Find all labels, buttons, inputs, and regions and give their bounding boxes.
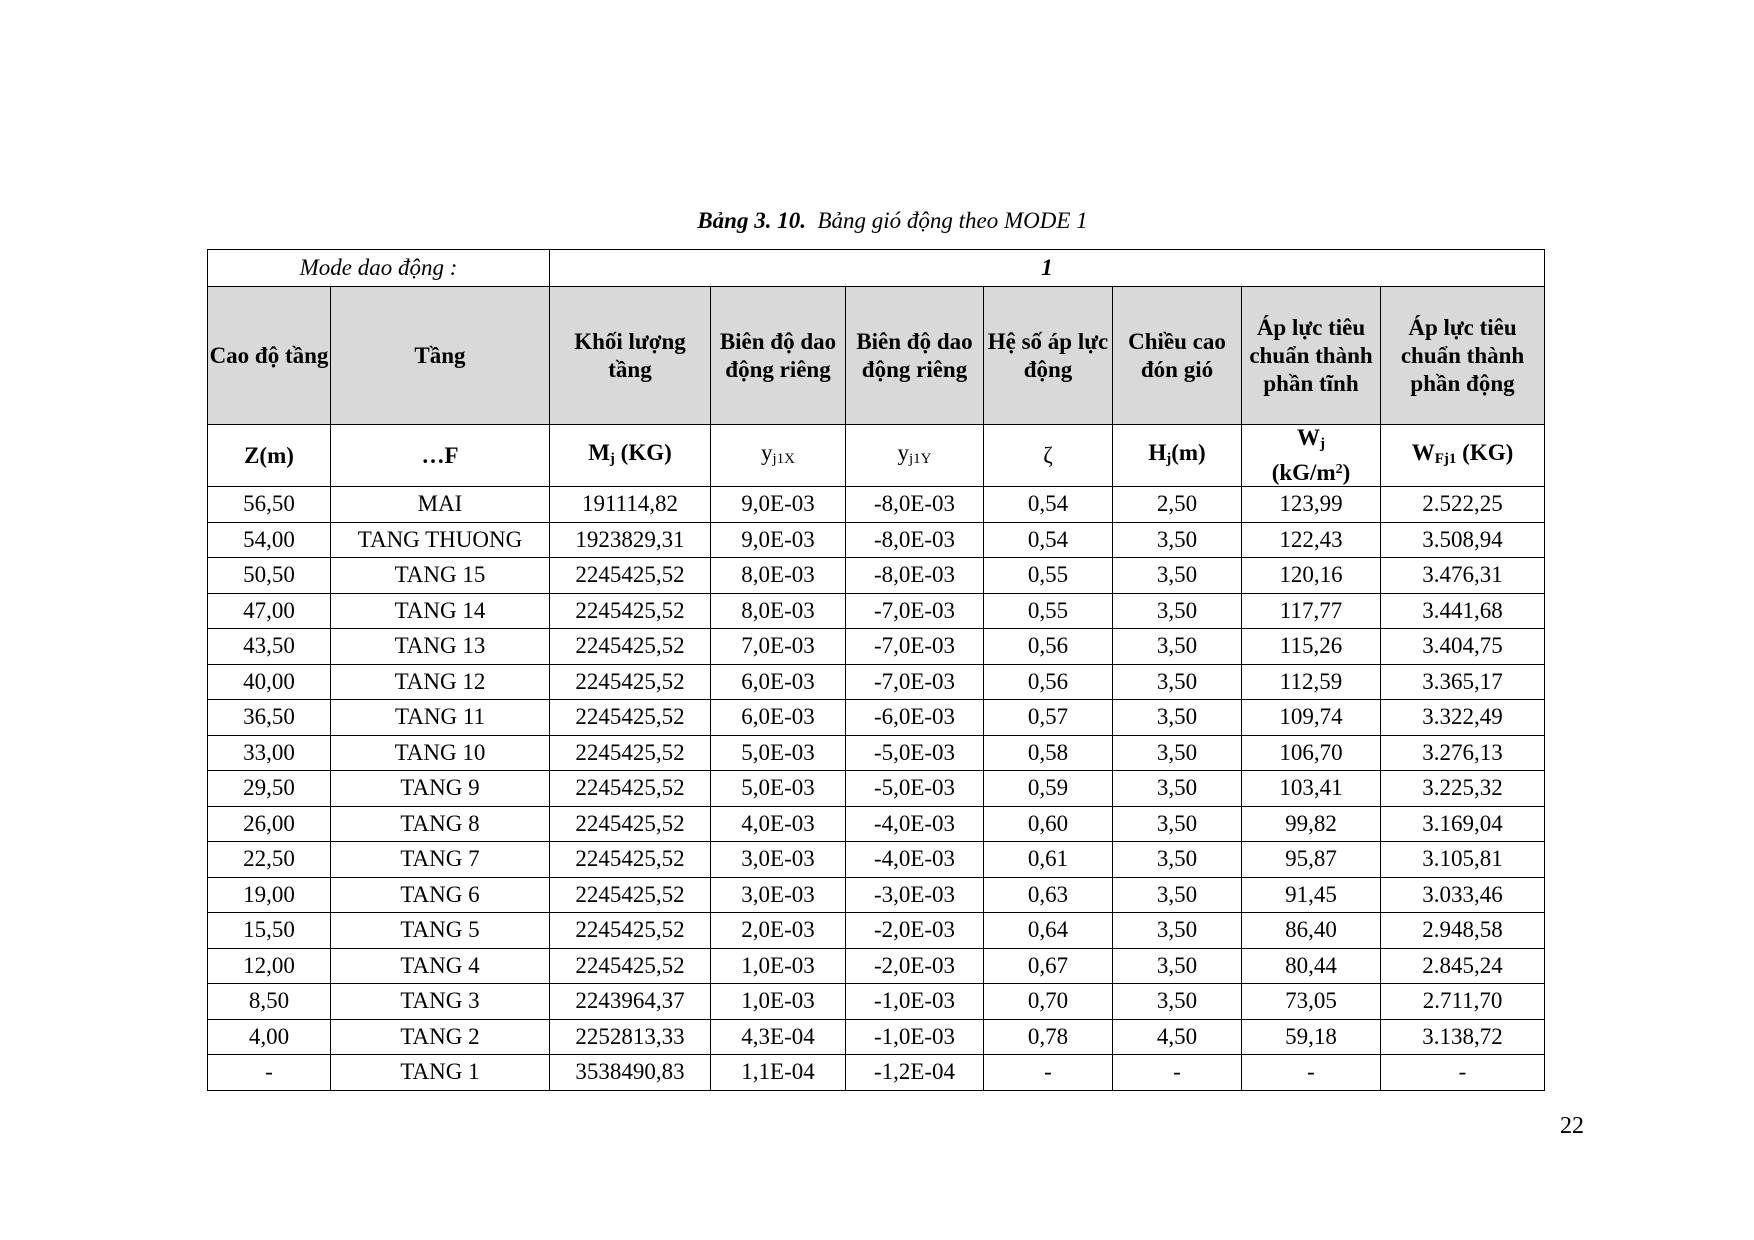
table-cell: - — [1113, 1055, 1242, 1091]
table-cell: 106,70 — [1242, 735, 1381, 771]
table-cell: 0,56 — [984, 664, 1113, 700]
table-cell: 86,40 — [1242, 913, 1381, 949]
table-cell: 2245425,52 — [550, 629, 711, 665]
table-cell: 2243964,37 — [550, 984, 711, 1020]
table-cell: -5,0E-03 — [846, 735, 984, 771]
table-body — [208, 487, 1545, 1091]
header-cell: Cao độ tầng — [208, 287, 331, 425]
table-cell: -8,0E-03 — [846, 522, 984, 558]
table-cell: 2245425,52 — [550, 842, 711, 878]
table-row — [208, 806, 1545, 842]
table-cell: 50,50 — [208, 558, 331, 594]
table-cell: TANG 12 — [331, 664, 550, 700]
header-row — [208, 287, 1545, 425]
table-cell: 1923829,31 — [550, 522, 711, 558]
table-cell: 4,00 — [208, 1019, 331, 1055]
table-cell: TANG 6 — [331, 877, 550, 913]
symbol-w-dynamic: $W_{Fj1}$ (KG) — [1381, 425, 1545, 487]
table-cell: TANG 3 — [331, 984, 550, 1020]
table-cell: 4,50 — [1113, 1019, 1242, 1055]
table-cell: 56,50 — [208, 487, 331, 523]
table-cell: TANG 10 — [331, 735, 550, 771]
table-cell: 0,70 — [984, 984, 1113, 1020]
table-cell: 0,67 — [984, 948, 1113, 984]
table-cell: 3.169,04 — [1381, 806, 1545, 842]
table-cell: 2.845,24 — [1381, 948, 1545, 984]
table-cell: 2252813,33 — [550, 1019, 711, 1055]
header-cell: Biên độ dao động riêng — [711, 287, 846, 425]
table-cell: -8,0E-03 — [846, 558, 984, 594]
table-cell: 117,77 — [1242, 593, 1381, 629]
table-row — [208, 948, 1545, 984]
table-cell: 0,60 — [984, 806, 1113, 842]
table-cell: 0,63 — [984, 877, 1113, 913]
table-cell: -4,0E-03 — [846, 806, 984, 842]
table-cell: 2245425,52 — [550, 806, 711, 842]
table-cell: 3.322,49 — [1381, 700, 1545, 736]
table-cell: 3538490,83 — [550, 1055, 711, 1091]
symbol-z: Z(m) — [208, 425, 331, 487]
table-cell: 3,50 — [1113, 948, 1242, 984]
table-cell: 3.365,17 — [1381, 664, 1545, 700]
table-cell: 8,50 — [208, 984, 331, 1020]
header-cell: Áp lực tiêu chuẩn thành phần tĩnh — [1242, 287, 1381, 425]
table-cell: TANG 14 — [331, 593, 550, 629]
table-cell: 2.522,25 — [1381, 487, 1545, 523]
table-cell: -6,0E-03 — [846, 700, 984, 736]
table-row — [208, 913, 1545, 949]
table-cell: TANG 4 — [331, 948, 550, 984]
table-row — [208, 735, 1545, 771]
table-cell: 2245425,52 — [550, 948, 711, 984]
table-cell: TANG 13 — [331, 629, 550, 665]
table-cell: 9,0E-03 — [711, 522, 846, 558]
table-cell: - — [208, 1055, 331, 1091]
table-cell: 3.441,68 — [1381, 593, 1545, 629]
table-cell: - — [984, 1055, 1113, 1091]
table-cell: 109,74 — [1242, 700, 1381, 736]
table-cell: 33,00 — [208, 735, 331, 771]
table-cell: 3,50 — [1113, 664, 1242, 700]
table-cell: 26,00 — [208, 806, 331, 842]
symbol-row — [208, 425, 1545, 487]
table-cell: TANG 11 — [331, 700, 550, 736]
table-cell: -4,0E-03 — [846, 842, 984, 878]
table-cell: 3.276,13 — [1381, 735, 1545, 771]
table-cell: - — [1242, 1055, 1381, 1091]
table-cell: 6,0E-03 — [711, 700, 846, 736]
table-cell: 120,16 — [1242, 558, 1381, 594]
table-cell: TANG THUONG — [331, 522, 550, 558]
table-cell: 6,0E-03 — [711, 664, 846, 700]
table-cell: 4,0E-03 — [711, 806, 846, 842]
table-cell: -2,0E-03 — [846, 913, 984, 949]
table-row — [208, 593, 1545, 629]
table-row — [208, 487, 1545, 523]
symbol-height: $H_j(m)$ — [1113, 425, 1242, 487]
table-cell: TANG 15 — [331, 558, 550, 594]
symbol-mass: $M_j$ (KG) — [550, 425, 711, 487]
table-cell: -2,0E-03 — [846, 948, 984, 984]
table-row — [208, 629, 1545, 665]
table-cell: -1,0E-03 — [846, 1019, 984, 1055]
table-cell: 3,50 — [1113, 558, 1242, 594]
table-row — [208, 842, 1545, 878]
table-cell: 3,50 — [1113, 806, 1242, 842]
mode-row — [208, 250, 1545, 287]
table-cell: 2245425,52 — [550, 735, 711, 771]
table-cell: TANG 8 — [331, 806, 550, 842]
table-cell: 95,87 — [1242, 842, 1381, 878]
table-cell: 3,0E-03 — [711, 842, 846, 878]
table-cell: 1,0E-03 — [711, 984, 846, 1020]
table-cell: TANG 7 — [331, 842, 550, 878]
mode-label: Mode dao động : — [208, 250, 550, 287]
table-cell: 54,00 — [208, 522, 331, 558]
table-cell: 0,54 — [984, 522, 1113, 558]
table-cell: TANG 9 — [331, 771, 550, 807]
table-cell: TANG 2 — [331, 1019, 550, 1055]
table-cell: 3,50 — [1113, 522, 1242, 558]
table-cell: 0,57 — [984, 700, 1113, 736]
mode-value: 1 — [550, 250, 1545, 287]
table-row — [208, 1055, 1545, 1091]
table-cell: 115,26 — [1242, 629, 1381, 665]
table-cell: 2245425,52 — [550, 593, 711, 629]
table-cell: 80,44 — [1242, 948, 1381, 984]
symbol-zeta: ζ — [984, 425, 1113, 487]
table-cell: 59,18 — [1242, 1019, 1381, 1055]
table-cell: 3,50 — [1113, 593, 1242, 629]
table-row — [208, 700, 1545, 736]
table-cell: 3,50 — [1113, 913, 1242, 949]
table-cell: 3,50 — [1113, 984, 1242, 1020]
table-cell: 122,43 — [1242, 522, 1381, 558]
table-cell: 2245425,52 — [550, 877, 711, 913]
symbol-yy: $y_{j1Y}$ — [846, 425, 984, 487]
table-cell: 0,55 — [984, 593, 1113, 629]
table-cell: 1,0E-03 — [711, 948, 846, 984]
table-cell: 12,00 — [208, 948, 331, 984]
header-cell: Biên độ dao động riêng — [846, 287, 984, 425]
table-cell: 2245425,52 — [550, 664, 711, 700]
symbol-f: …F — [331, 425, 550, 487]
table-cell: 5,0E-03 — [711, 771, 846, 807]
page-number: 22 — [1560, 1113, 1584, 1139]
table-cell: 8,0E-03 — [711, 558, 846, 594]
table-cell: 191114,82 — [550, 487, 711, 523]
table-cell: 29,50 — [208, 771, 331, 807]
table-cell: 3,50 — [1113, 842, 1242, 878]
table-row — [208, 771, 1545, 807]
table-cell: 47,00 — [208, 593, 331, 629]
table-cell: 3,50 — [1113, 735, 1242, 771]
table-cell: 7,0E-03 — [711, 629, 846, 665]
table-cell: TANG 1 — [331, 1055, 550, 1091]
table-row — [208, 877, 1545, 913]
table-cell: -1,0E-03 — [846, 984, 984, 1020]
table-row — [208, 664, 1545, 700]
table-cell: -3,0E-03 — [846, 877, 984, 913]
table-cell: 3,50 — [1113, 700, 1242, 736]
table-cell: -7,0E-03 — [846, 593, 984, 629]
table-cell: 123,99 — [1242, 487, 1381, 523]
table-cell: 3,50 — [1113, 629, 1242, 665]
table-cell: -7,0E-03 — [846, 664, 984, 700]
table-cell: 0,54 — [984, 487, 1113, 523]
table-cell: 3,0E-03 — [711, 877, 846, 913]
header-cell: Áp lực tiêu chuẩn thành phần động — [1381, 287, 1545, 425]
table-cell: 43,50 — [208, 629, 331, 665]
header-cell: Tầng — [331, 287, 550, 425]
table-cell: 4,3E-04 — [711, 1019, 846, 1055]
table-cell: - — [1381, 1055, 1545, 1091]
table-cell: -8,0E-03 — [846, 487, 984, 523]
caption-title: Bảng gió động theo MODE 1 — [817, 208, 1088, 233]
table-row — [208, 984, 1545, 1020]
table-cell: 8,0E-03 — [711, 593, 846, 629]
table-row — [208, 558, 1545, 594]
table-cell: 0,59 — [984, 771, 1113, 807]
symbol-w-static: $W_j$ $(kG/m^2)$ — [1242, 425, 1381, 487]
table-cell: MAI — [331, 487, 550, 523]
table-cell: 15,50 — [208, 913, 331, 949]
table-cell: 3.138,72 — [1381, 1019, 1545, 1055]
table-cell: -1,2E-04 — [846, 1055, 984, 1091]
header-cell: Khối lượng tầng — [550, 287, 711, 425]
table-cell: 99,82 — [1242, 806, 1381, 842]
table-cell: 2,0E-03 — [711, 913, 846, 949]
table-cell: 2.711,70 — [1381, 984, 1545, 1020]
table-cell: 2245425,52 — [550, 700, 711, 736]
table-cell: 2245425,52 — [550, 771, 711, 807]
header-cell: Chiều cao đón gió — [1113, 287, 1242, 425]
table-cell: 0,61 — [984, 842, 1113, 878]
table-cell: 22,50 — [208, 842, 331, 878]
table-cell: 0,64 — [984, 913, 1113, 949]
table-cell: 3,50 — [1113, 877, 1242, 913]
table-cell: 2.948,58 — [1381, 913, 1545, 949]
table-cell: 103,41 — [1242, 771, 1381, 807]
wind-mode-table — [207, 249, 1545, 1091]
table-cell: 19,00 — [208, 877, 331, 913]
table-cell: 112,59 — [1242, 664, 1381, 700]
table-cell: TANG 5 — [331, 913, 550, 949]
table-cell: 0,58 — [984, 735, 1113, 771]
table-cell: 2,50 — [1113, 487, 1242, 523]
table-cell: 0,78 — [984, 1019, 1113, 1055]
table-cell: 3.404,75 — [1381, 629, 1545, 665]
table-cell: 2245425,52 — [550, 913, 711, 949]
table-cell: -7,0E-03 — [846, 629, 984, 665]
table-caption — [0, 208, 1754, 234]
table-cell: 3.508,94 — [1381, 522, 1545, 558]
table-cell: 40,00 — [208, 664, 331, 700]
table-cell: 2245425,52 — [550, 558, 711, 594]
table-cell: 1,1E-04 — [711, 1055, 846, 1091]
table-cell: 73,05 — [1242, 984, 1381, 1020]
table-cell: 9,0E-03 — [711, 487, 846, 523]
table-cell: 91,45 — [1242, 877, 1381, 913]
caption-number: Bảng 3. 10. — [697, 208, 806, 233]
table-cell: -5,0E-03 — [846, 771, 984, 807]
table-cell: 3.225,32 — [1381, 771, 1545, 807]
table-cell: 0,55 — [984, 558, 1113, 594]
table-cell: 3.476,31 — [1381, 558, 1545, 594]
table-row — [208, 1019, 1545, 1055]
header-cell: Hệ số áp lực động — [984, 287, 1113, 425]
table-cell: 3.105,81 — [1381, 842, 1545, 878]
table-row — [208, 522, 1545, 558]
table-cell: 36,50 — [208, 700, 331, 736]
table-cell: 0,56 — [984, 629, 1113, 665]
symbol-yx: $y_{j1X}$ — [711, 425, 846, 487]
table-cell: 3.033,46 — [1381, 877, 1545, 913]
table-cell: 5,0E-03 — [711, 735, 846, 771]
table-cell: 3,50 — [1113, 771, 1242, 807]
